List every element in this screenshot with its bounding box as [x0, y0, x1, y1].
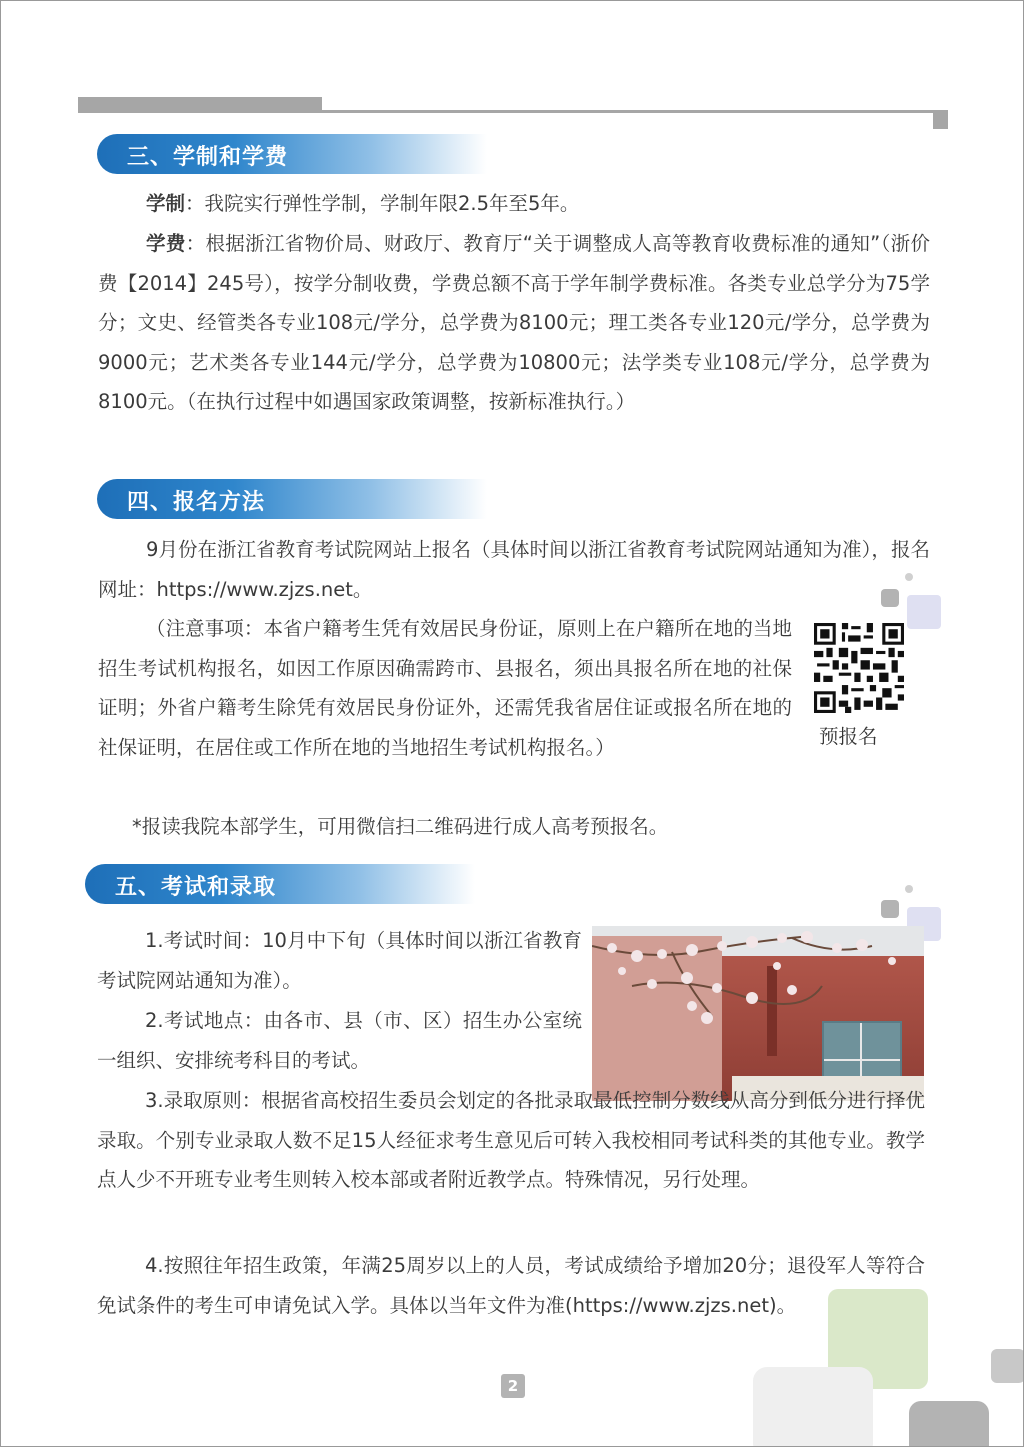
decor-square — [909, 1401, 989, 1447]
campus-photo — [592, 926, 924, 1101]
text-duration: ：我院实行弹性学制，学制年限2.5年至5年。 — [185, 192, 580, 215]
section-heading-registration — [97, 479, 487, 519]
section-heading-text: 三、学制和学费 — [127, 145, 289, 170]
label-fees: 学费 — [146, 232, 186, 255]
decor-square — [991, 1349, 1024, 1383]
paragraph-exam-location: 2.考试地点：由各市、县（市、区）招生办公室统一组织、安排统考科目的考试。 — [97, 1009, 582, 1072]
decor-square — [907, 595, 941, 629]
paragraph-wechat: *报读我院本部学生，可用微信扫二维码进行成人高考预报名。 — [132, 815, 669, 838]
section-heading-exam — [85, 864, 475, 904]
section-heading-text: 五、考试和录取 — [115, 875, 277, 900]
header-rule — [78, 110, 948, 113]
paragraph-fees — [98, 224, 930, 422]
decor-square — [905, 885, 913, 893]
paragraph-bonus: 4.按照往年招生政策，年满25周岁以上的人员，考试成绩给予增加20分；退役军人等符合免试条件的考生可申请免试入学。具体以当年文件为准(https://www.zjzs.net)。 — [97, 1254, 925, 1317]
paragraph-registration: 9月份在浙江省教育考试院网站上报名（具体时间以浙江省教育考试院网站通知为准），报名网址：https://www.zjzs.net。 — [98, 538, 930, 601]
admission-text: 3.录取原则：根据省高校招生委员会划定的各批录取最低控制分数线从高分到低分进行择优录取。个别专业录取人数不足15人经征求考生意见后可转入我校相同考试科类的其他专业。教学点人少不开班专业考生则转入校本部或者附近教学点。特殊情况，另行处理。 — [97, 1089, 925, 1191]
paragraph-admission — [97, 1081, 925, 1200]
label-duration: 学制 — [146, 192, 186, 215]
paragraph-notes: （注意事项：本省户籍考生凭有效居民身份证，原则上在户籍所在地的当地招生考试机构报名，如因工作原因确需跨市、县报名，须出具报名所在地的社保证明；外省户籍考生除凭有效居民身份证外，还需凭我省居住证或报名所在地的社保证明，在居住或工作所在地的当地招生考试机构报名。） — [98, 617, 792, 759]
paragraph-exam-time: 1.考试时间：10月中下旬（具体时间以浙江省教育考试院网站通知为准）。 — [97, 929, 582, 992]
paragraph-duration — [98, 184, 930, 224]
decor-square — [753, 1367, 873, 1447]
qr-code-icon[interactable] — [814, 623, 904, 713]
decor-square — [905, 573, 913, 581]
header-rule-end — [933, 113, 948, 129]
decor-square — [881, 900, 899, 918]
section-heading-tuition — [97, 134, 487, 174]
header-bar — [78, 97, 322, 111]
section-heading-text: 四、报名方法 — [127, 490, 266, 515]
decor-square — [881, 589, 899, 607]
text-fees: ：根据浙江省物价局、财政厅、教育厅“关于调整成人高等教育收费标准的通知”（浙价费【2014】245号），按学分制收费，学费总额不高于学年制学费标准。各类专业总学分为75学分；文史、经管类各专业108元/学分，总学费为8100元；理工类各专业120元/学分，总学费为9000元；艺术类各专业144元/学分，总学费为10800元；法学类专业108元/学分，总学费为8100元。（在执行过程中如遇国家政策调整，按新标准执行。） — [98, 232, 930, 413]
page-number: 2 — [501, 1374, 525, 1398]
qr-caption: 预报名 — [819, 725, 878, 748]
